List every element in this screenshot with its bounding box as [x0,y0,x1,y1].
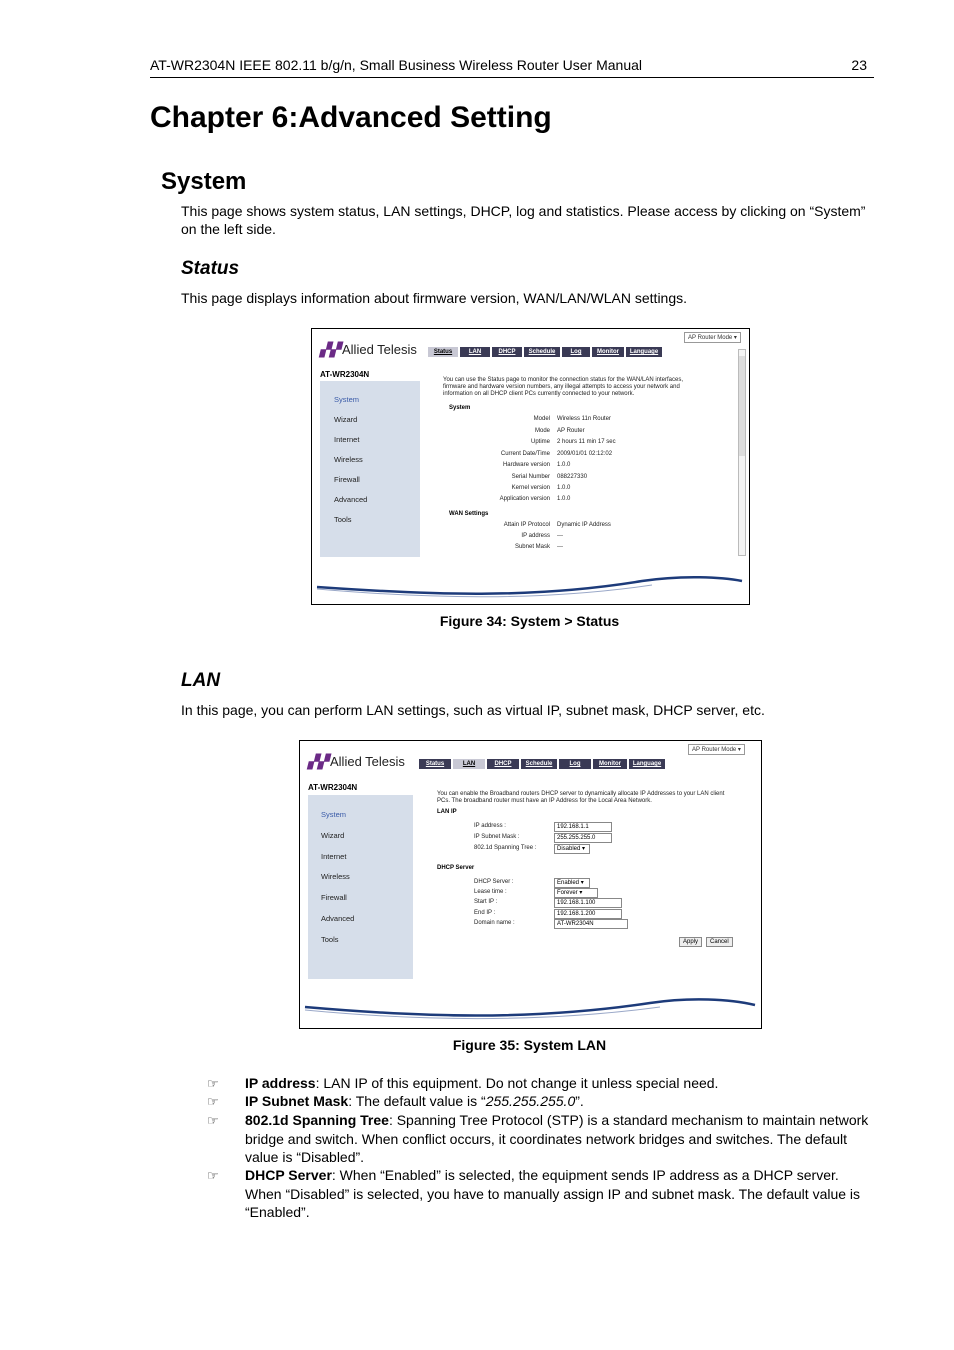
row-label: IP address [521,533,550,539]
brand-logo: ▞▞ Allied Telesis [320,342,417,357]
tab-dhcp[interactable]: DHCP [487,759,519,769]
row-value: 088227330 [557,474,588,480]
pointing-hand-icon: ☞ [207,1076,219,1091]
tab-language[interactable]: Language [629,759,665,769]
system-intro: This page shows system status, LAN settings, DHCP, log and statistics. Please access by clicking on “System” on the left side. [181,203,866,237]
figure-status-screenshot [311,328,750,605]
row-value: AP Router [557,428,585,434]
row-value: 1.0.0 [557,496,571,502]
end-ip-label: End IP : [474,910,496,916]
tab-log[interactable]: Log [562,347,590,357]
tab-language[interactable]: Language [626,347,662,357]
row-value: --- [557,533,563,539]
sidebar-item-tools[interactable]: Tools [321,935,339,944]
row-label: Mode [534,428,550,434]
ip-address-input[interactable]: 192.168.1.1 [554,822,612,832]
mode-select[interactable]: AP Router Mode ▾ [684,332,741,343]
page-number: 23 [851,57,867,73]
section-heading-system: System [161,168,247,195]
sidebar-item-wizard[interactable]: Wizard [334,415,358,424]
bullet-dhcp-server: DHCP Server: When “Enabled” is selected, the equipment sends IP address as a DHCP server. When “Disabled” is selected, you have to manually assign IP and subnet mask. The default value is “Enabled”. [245,1167,861,1220]
pointing-hand-icon: ☞ [207,1094,219,1109]
lan-text: In this page, you can perform LAN settings, such as virtual IP, subnet mask, DHCP server, etc. [181,702,765,718]
tab-status[interactable]: Status [419,759,451,769]
sidebar-item-system[interactable]: System [334,395,360,404]
brand-logo: ▞▞ Allied Telesis [308,754,405,769]
running-header: AT-WR2304N IEEE 802.11 b/g/n, Small Business Wireless Router User Manual [150,57,643,73]
row-value: 1.0.0 [557,462,571,468]
tab-dhcp[interactable]: DHCP [492,347,522,357]
spanning-tree-label: 802.1d Spanning Tree : [474,845,537,851]
tab-log[interactable]: Log [559,759,591,769]
decorative-swoosh [312,569,749,603]
scrollbar[interactable] [738,349,746,556]
model-label: AT-WR2304N [308,783,358,792]
subsection-heading-status: Status [181,258,240,279]
model-label: AT-WR2304N [320,370,370,379]
row-label: Subnet Mask [514,544,550,550]
sidebar-item-advanced[interactable]: Advanced [334,495,368,504]
figure-34-caption: Figure 34: System > Status [439,613,620,629]
sidebar-item-wizard[interactable]: Wizard [321,831,345,840]
sidebar-item-advanced[interactable]: Advanced [321,914,355,923]
subsection-heading-lan: LAN [181,670,221,691]
row-label: Uptime [530,439,550,445]
row-label: Model [533,416,550,422]
dhcp-server-section-label: DHCP Server [437,865,475,871]
subnet-mask-label: IP Subnet Mask : [474,834,520,840]
lan-intro: You can enable the Broadband routers DHCP server to dynamically allocate IP Addresses to your LAN client PCs. The broadband router must have an IP Address for the Local Area Network. [437,791,725,804]
row-value: 1.0.0 [557,485,571,491]
sidebar-item-internet[interactable]: Internet [334,435,360,444]
tab-lan[interactable]: LAN [460,347,490,357]
ip-address-label: IP address : [474,823,506,829]
tab-lan[interactable]: LAN [453,759,485,769]
chapter-title: Chapter 6:Advanced Setting [150,101,552,134]
sidebar-item-system[interactable]: System [321,810,347,819]
cancel-button[interactable]: Cancel [706,937,733,947]
dhcp-server-select[interactable]: Enabled ▾ [554,878,590,888]
row-label: Attain IP Protocol [503,522,550,528]
row-value: 2009/01/01 02:12:02 [557,451,613,457]
tab-monitor[interactable]: Monitor [593,759,627,769]
row-label: Serial Number [511,474,550,480]
sidebar-item-wireless[interactable]: Wireless [334,455,363,464]
pointing-hand-icon: ☞ [207,1168,219,1183]
lan-ip-label: LAN IP [437,809,457,815]
subnet-mask-input[interactable]: 255.255.255.0 [554,833,612,843]
status-text: This page displays information about firmware version, WAN/LAN/WLAN settings. [181,290,688,306]
sidebar [320,381,420,557]
domain-name-label: Domain name : [474,920,515,926]
row-label: Hardware version [502,462,550,468]
sidebar-item-firewall[interactable]: Firewall [321,893,347,902]
system-label: System [449,405,471,411]
sidebar [308,795,413,979]
lease-time-select[interactable]: Forever ▾ [554,888,598,898]
end-ip-input[interactable]: 192.168.1.200 [554,909,622,919]
row-value: 2 hours 11 min 17 sec [557,439,616,445]
start-ip-label: Start IP : [474,899,498,905]
mode-select[interactable]: AP Router Mode ▾ [688,744,745,755]
tab-schedule[interactable]: Schedule [524,347,560,357]
wan-label: WAN Settings [449,511,489,517]
figure-35-caption: Figure 35: System LAN [452,1037,607,1053]
sidebar-item-wireless[interactable]: Wireless [321,872,350,881]
spanning-tree-select[interactable]: Disabled ▾ [554,844,590,854]
row-label: Kernel version [511,485,550,491]
sidebar-item-internet[interactable]: Internet [321,852,347,861]
row-value: Dynamic IP Address [557,522,611,528]
dhcp-server-label: DHCP Server : [474,879,514,885]
row-value: --- [557,544,563,550]
row-value: Wireless 11n Router [557,416,611,422]
start-ip-input[interactable]: 192.168.1.100 [554,898,622,908]
row-label: Current Date/Time [500,451,550,457]
tab-status[interactable]: Status [428,347,458,357]
bullet-subnet-mask: IP Subnet Mask: The default value is “255.255.255.0”. [245,1093,584,1109]
header-rule [150,77,874,78]
sidebar-item-firewall[interactable]: Firewall [334,475,360,484]
domain-name-input[interactable]: AT-WR2304N [554,919,628,929]
tab-monitor[interactable]: Monitor [592,347,624,357]
apply-button[interactable]: Apply [679,937,702,947]
pointing-hand-icon: ☞ [207,1113,219,1128]
sidebar-item-tools[interactable]: Tools [334,515,352,524]
lease-time-label: Lease time : [474,889,507,895]
decorative-swoosh [300,991,761,1027]
row-label: Application version [499,496,550,502]
bullet-ip-address: IP address: LAN IP of this equipment. Do not change it unless special need. [245,1075,719,1091]
tab-schedule[interactable]: Schedule [521,759,557,769]
bullet-spanning-tree: 802.1d Spanning Tree: Spanning Tree Protocol (STP) is a standard mechanism to maintain network bridge and switch. When conflict occurs, it coordinates network bridges and switches. The default value is “Disabled”. [245,1112,869,1165]
status-intro: You can use the Status page to monitor the connection status for the WAN/LAN interfaces, firmware and hardware version numbers, any illegal attempts to access your network and information on all DHCP client PCs currently connected to your network. [443,377,684,397]
figure-lan-screenshot [299,740,762,1029]
